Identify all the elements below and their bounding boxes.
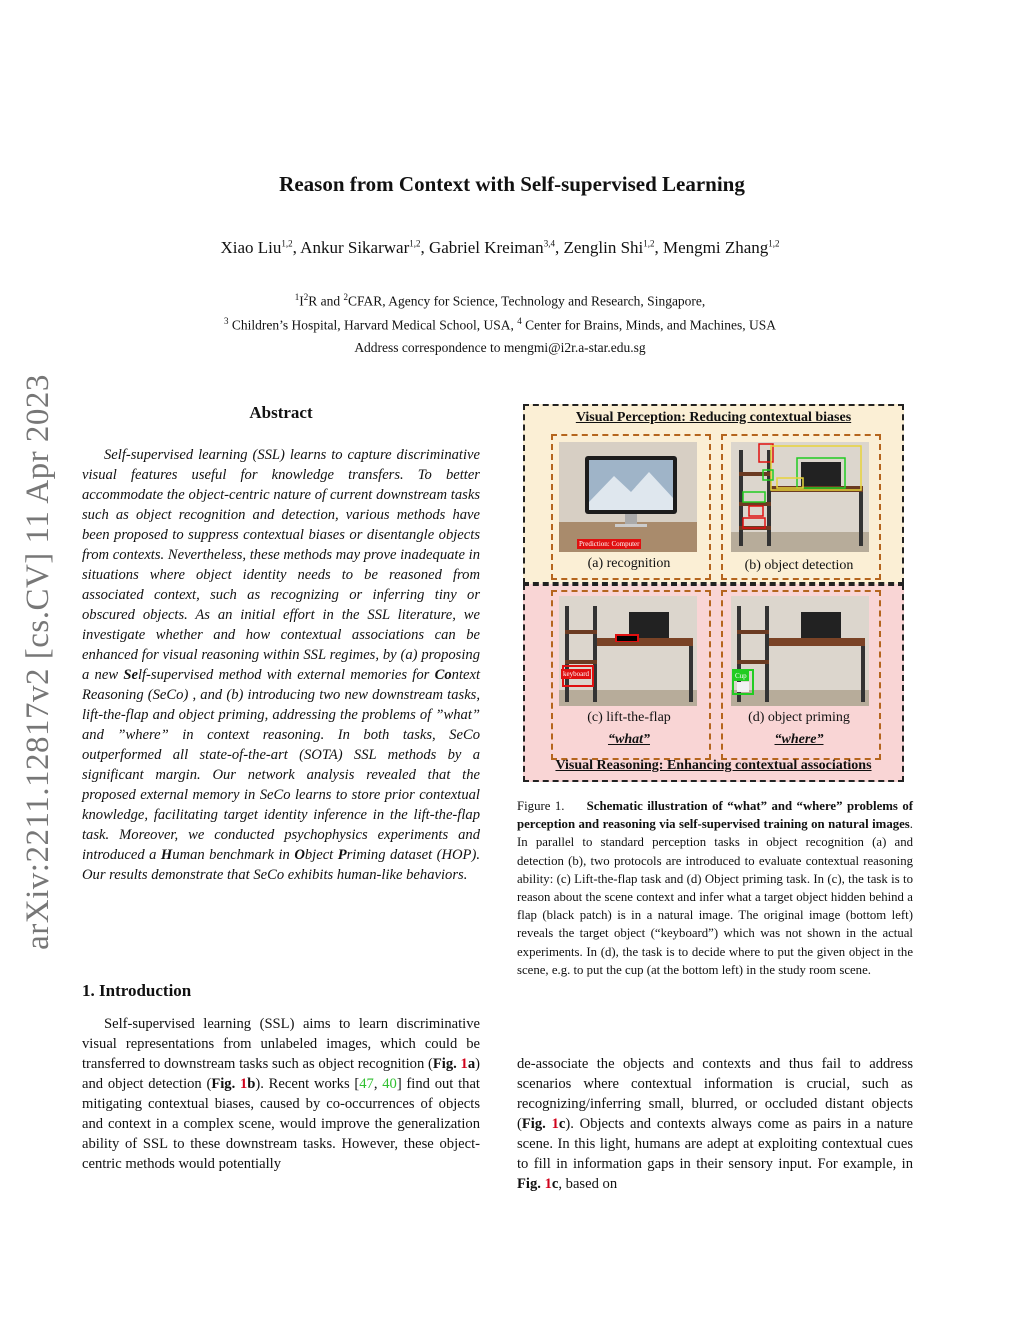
fig-ref-link[interactable]: 1 [544, 1176, 552, 1192]
abstract-bold: Co [434, 667, 452, 683]
recognition-image [559, 442, 697, 552]
aff-text: Center for Brains, Minds, and Machines, USA [521, 317, 776, 333]
introduction-body [82, 1014, 480, 1174]
abstract-heading: Abstract [249, 403, 313, 422]
perception-title: Visual Perception: Reducing contextual biases [575, 410, 852, 425]
subfig-c-label: (c) lift-the-flap [587, 710, 671, 725]
intro-text: ] find out that mitigating contextual biases, caused by co-occurrences of objects and context in a complex scene, would improve the generalization ability of SSL to these downstream tasks. However, these object-centric methods would potentially [82, 1076, 480, 1172]
section-heading-introduction: 1. Introduction [82, 981, 192, 1000]
abstract-text: Self-supervised learning (SSL) learns to capture discriminative visual features useful for knowledge transfers. To better accommodate the object-centric nature of current downstream tasks such as object recognition and detection, various methods have been proposed to suppress contextual biases or disentangle objects from contexts. Nevertheless, these methods may prove inadequate in situations where object identity needs to be reasoned from associated context, such as recognizing or inferring tiny or obscured objects. As an initial effort in the SSL literature, we investigate whether and how contextual associations can be enhanced for visual reasoning within SSL regimes, by (a) proposing a new [82, 447, 480, 683]
abstract-bold: O [294, 847, 305, 863]
affiliation-line-2 [0, 316, 1000, 334]
abstract-body [82, 445, 480, 885]
author-sup: 1,2 [281, 238, 293, 249]
affiliation-line-1 [0, 292, 1000, 310]
abstract-text: uman benchmark in [172, 847, 295, 863]
caption-paragraph [517, 797, 913, 979]
subfig-b-label: (b) object detection [744, 558, 854, 573]
right-column-body [517, 1054, 913, 1194]
fig-ref-link[interactable]: 1 [240, 1076, 248, 1092]
fig-ref: Fig. [521, 1116, 552, 1132]
author-sup: 3,4 [543, 238, 555, 249]
author-name: Xiao Liu [220, 238, 282, 257]
right-text: ). Objects and contexts always come as pairs in a nature scene. In this light, humans are adept at exploiting contextual cues to fill in information gaps in their sensory input. For example, in [517, 1116, 913, 1172]
author-sup: 1,2 [643, 238, 655, 249]
citation-link[interactable]: 40 [382, 1076, 397, 1092]
fig-ref-link[interactable]: 1 [460, 1056, 468, 1072]
subfig-d-label: (d) object priming [748, 710, 850, 725]
aff-text: CFAR, Agency for Science, Technology and Research, Singapore, [347, 293, 706, 309]
arxiv-stamp: arXiv:2211.12817v2 [cs.CV] 11 Apr 2023 [20, 374, 56, 950]
fig-ref: c [558, 1116, 566, 1132]
monitor-scene-illustration [559, 442, 697, 552]
desk-scene-illustration [731, 442, 869, 552]
figure-1 [523, 404, 904, 780]
abstract-bold: P [337, 847, 347, 863]
author-name: Gabriel Kreiman [428, 238, 544, 257]
intro-text: Self-supervised learning (SSL) aims to learn discriminative visual representations from unlabeled images, which could be transferred to downstream tasks such as object recognition ( [82, 1016, 480, 1072]
what-question: “what” [607, 732, 650, 747]
abstract-text: ntext Reasoning (SeCo) , and (b) introducing two new downstream tasks, lift-the-flap and object priming, addressing the problems of ”what” and ”where” in context reasoning. In both tasks, SeCo outperformed all state-of-the-art (SOTA) SSL methods by a significant margin. Our network analysis revealed that the proposed external memory in SeCo learns to store prior contextual knowledge, facilitating target identity inference in the lift-the-flap task. Moreover, we conducted psychophysics experiments and introduced a [82, 667, 481, 863]
object-priming-image [731, 596, 869, 706]
caption-text: . In parallel to standard perception tasks in object recognition (a) and detection (b), two protocols are introduced to evaluate contextual reasoning ability: (c) Lift-the-flap task and (d) Object priming task. In (c), the task is to reason about the scene context and infer what a target object hidden behind a flap (black patch) is in a natural image. The original image (bottom left) reveals the target object (“keyboard”) which was not shown in the actual experiments. In (d), the task is to decide where to put the given object in the scene, e.g. to put the cup (at the bottom left) in the study room scene. [517, 817, 913, 977]
fig-ref: Fig. [432, 1056, 461, 1072]
citation-link[interactable]: 47 [359, 1076, 374, 1092]
right-paragraph [517, 1054, 913, 1194]
paper-title: Reason from Context with Self-supervised Learning [279, 172, 745, 196]
abstract-text: lf-supervised method with external memories for [137, 667, 435, 683]
intro-paragraph [82, 1014, 480, 1174]
aff-sup: 4 [517, 316, 522, 326]
priming-scene-illustration [731, 596, 869, 706]
flap-scene-illustration [559, 596, 697, 706]
detection-image [731, 442, 869, 552]
abstract-paragraph [82, 445, 480, 885]
caption-label: Figure 1. [517, 799, 565, 813]
author-sup: 1,2 [768, 238, 780, 249]
caption-bold: Schematic illustration of “what” and “where” problems of perception and reasoning via self-supervised training on natural images [517, 799, 913, 832]
fig-ref: c [551, 1176, 559, 1192]
where-question: “where” [774, 732, 824, 747]
fig-ref: Fig. [517, 1176, 545, 1192]
right-text: de-associate the objects and contexts and thus fail to address scenarios where contextual information is crucial, such as recognizing/inferring small, blurred, or occluded distant objects ( [517, 1056, 913, 1132]
reasoning-title: Visual Reasoning: Enhancing contextual associations [555, 758, 872, 773]
abstract-text: bject [304, 847, 338, 863]
cup-tag: Cup [735, 672, 747, 680]
fig-ref: Fig. [211, 1076, 240, 1092]
intro-text: ). Recent works [ [255, 1076, 360, 1092]
subfig-a-label: (a) recognition [587, 556, 671, 571]
aff-sup: 3 [224, 316, 229, 326]
intro-text: ) and object detection ( [82, 1056, 480, 1092]
right-text: , based on [558, 1176, 618, 1192]
intro-text: , [373, 1076, 383, 1092]
abstract-bold: Se [123, 667, 138, 683]
figure-1-caption [517, 797, 913, 979]
correspondence: Address correspondence to mengmi@i2r.a-star.edu.sg [354, 340, 646, 355]
author-name: Zenglin Shi [563, 238, 644, 257]
fig-ref-link[interactable]: 1 [551, 1116, 559, 1132]
author-name: Mengmi Zhang [663, 238, 769, 257]
aff-text: Children’s Hospital, Harvard Medical School, USA, [228, 317, 518, 333]
aff-sup: 1 [294, 292, 300, 302]
aff-sup: 2 [343, 292, 348, 302]
prediction-tag: Prediction: Computer [579, 540, 640, 548]
aff-sup: 2 [303, 292, 309, 302]
abstract-text: riming dataset (HOP). Our results demonstrate that SeCo exhibits human-like behaviors. [82, 847, 480, 883]
author-name: Ankur Sikarwar [300, 238, 410, 257]
abstract-bold: H [160, 847, 173, 863]
author-list: Xiao Liu$^{1,2}$, Ankur Sikarwar$^{1,2}$, Gabriel Kreiman$^{3,4}$, Zenglin Shi$^{1,2}$, Mengmi Zhang$^{1,2}$ [220, 238, 780, 257]
fig-ref: a [467, 1056, 476, 1072]
aff-text: R and [308, 293, 344, 309]
fig-ref: b [247, 1076, 256, 1092]
keyboard-tag: keyboard [563, 670, 590, 678]
lift-the-flap-image [559, 596, 697, 706]
author-sup: 1,2 [409, 238, 421, 249]
aff-text: I [299, 293, 304, 309]
